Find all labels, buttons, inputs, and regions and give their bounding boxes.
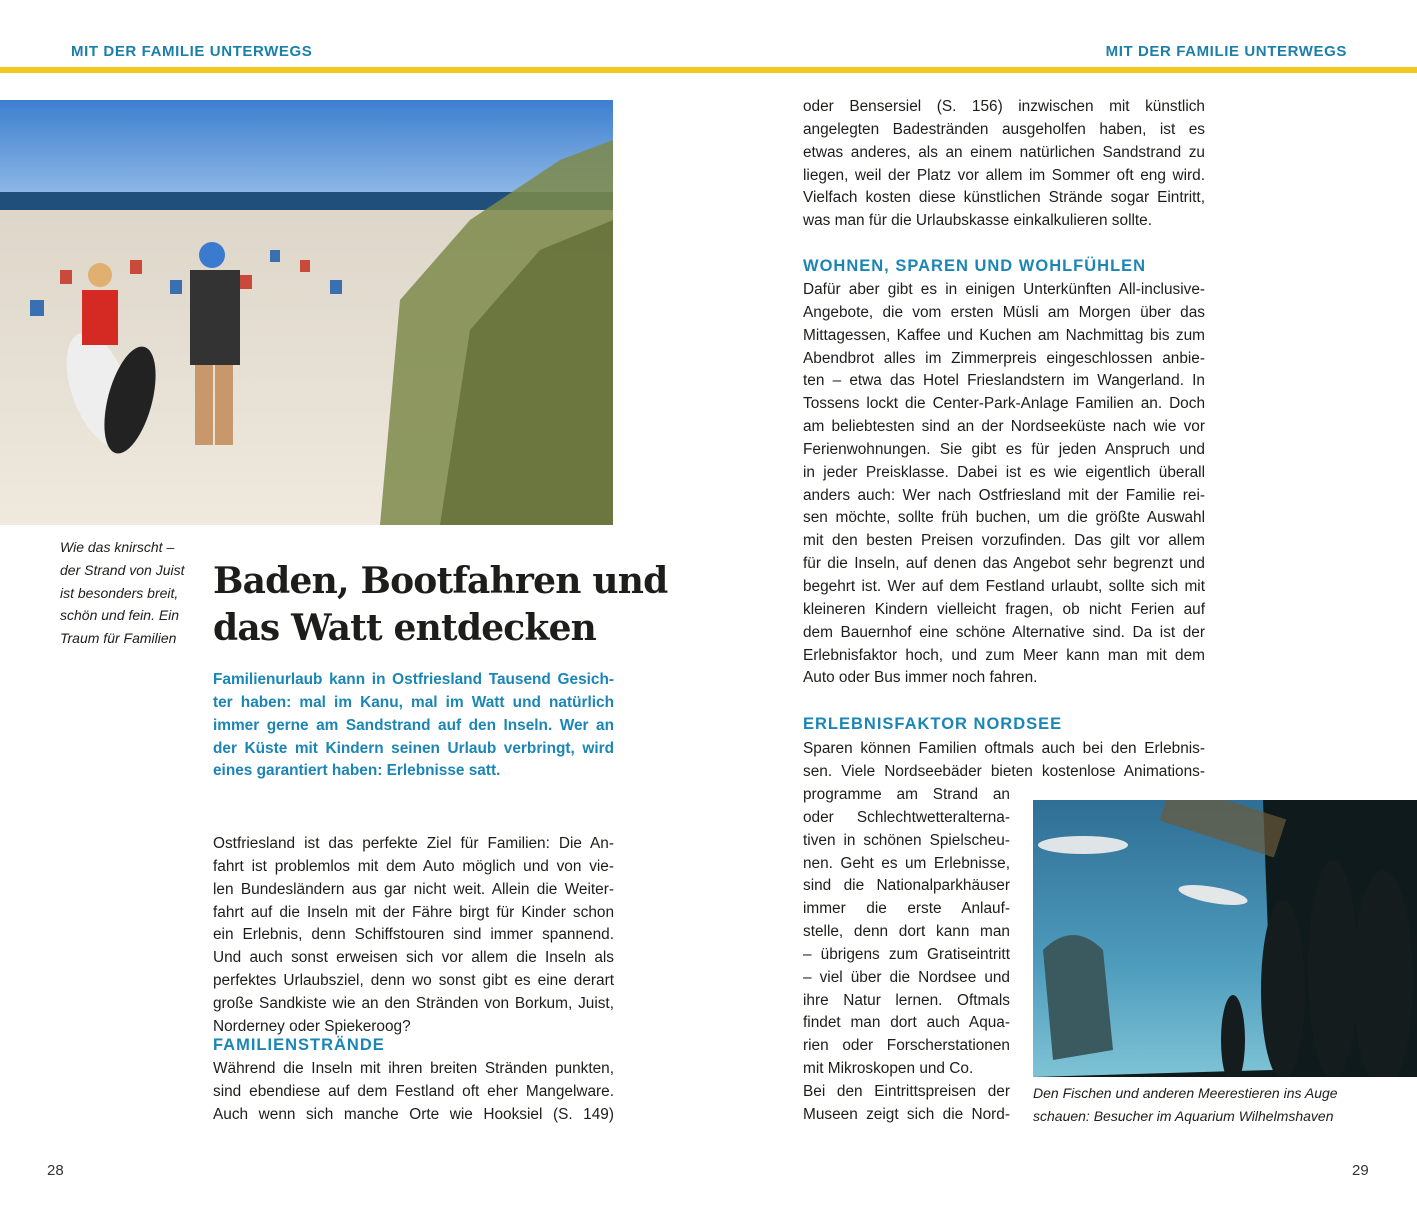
text-line: Norderney oder Spiekeroog? xyxy=(213,1017,411,1035)
text-line: ihre Natur lernen. Oftmals xyxy=(803,991,1010,1009)
text-line: Museen zeigt sich die Nord- xyxy=(803,1105,1010,1123)
text-line: fahrt ist problemlos mit dem Auto möglich und von vie- xyxy=(213,857,614,875)
aquarium-photo xyxy=(1033,800,1417,1077)
text-line: Abendbrot alles im Zimmerpreis eingeschlossen anbie- xyxy=(803,349,1205,367)
running-header-right: MIT DER FAMILIE UNTERWEGS xyxy=(1105,43,1347,60)
text-line: rien oder Forscherstationen xyxy=(803,1037,1010,1055)
body-paragraph xyxy=(803,279,1205,690)
text-line: oder Schlechtwetteralterna- xyxy=(803,808,1010,826)
caption-line: Den Fischen und anderen Meerestieren ins Auge xyxy=(1033,1085,1338,1101)
page-number-right: 29 xyxy=(1352,1162,1369,1179)
text-line: immer die erste Anlauf- xyxy=(803,900,1010,918)
text-line: Tossens lockt die Center-Park-Anlage Familien an. Doch xyxy=(803,395,1205,413)
text-line: kleineren Kindern vielleicht fragen, ob nicht Ferien auf xyxy=(803,600,1205,618)
text-line: Vielfach kosten diese künstlichen Strände sogar Eintritt, xyxy=(803,189,1205,207)
beach-photo-caption xyxy=(60,536,185,650)
text-line: ein Erlebnis, denn Schiffstouren sind immer spannend. xyxy=(213,926,614,944)
text-line: Ostfriesland ist das perfekte Ziel für Familien: Die An- xyxy=(213,835,614,852)
text-line: am beliebtesten sind an der Nordseeküste nach wie vor xyxy=(803,418,1205,436)
text-line: für die Inseln, auf denen das Angebot sehr begrenzt und xyxy=(803,555,1205,573)
text-line: immer gerne am Sandstrand auf den Inseln. Wer an xyxy=(213,716,614,734)
body-paragraph xyxy=(803,784,1010,1081)
header-rule xyxy=(0,67,1417,73)
text-line: Und auch sonst erweisen sich vor allem die Inseln als xyxy=(213,949,614,967)
article-title xyxy=(213,558,667,652)
text-line: Mittagessen, Kaffee und Kuchen am Nachmittag bis zum xyxy=(803,326,1205,344)
section-heading-wohnen: WOHNEN, SPAREN UND WOHLFÜHLEN xyxy=(803,257,1147,275)
text-line: etwas anderes, als an einem natürlichen Sandstrand zu xyxy=(803,143,1205,161)
caption-line: ist besonders breit, xyxy=(60,584,179,601)
text-line: liegen, weil der Platz vor allem im Sommer oft eng wird. xyxy=(803,166,1205,184)
section-heading-erlebnisfaktor: ERLEBNISFAKTOR NORDSEE xyxy=(803,715,1063,733)
text-line: Auto oder Bus immer noch fahren. xyxy=(803,669,1038,687)
text-line: findet man dort auch Aqua- xyxy=(803,1014,1010,1032)
text-line: eines garantiert haben: Erlebnisse satt. xyxy=(213,762,501,780)
caption-line: Wie das knirscht – xyxy=(60,539,175,555)
text-line: mit Mikroskopen und Co. xyxy=(803,1060,974,1078)
text-line: der Küste mit Kindern seinen Urlaub verbringt, wird xyxy=(213,739,614,757)
body-paragraph xyxy=(213,833,614,1039)
text-line: Dafür aber gibt es in einigen Unterkünften All-inclusive- xyxy=(803,281,1205,298)
title-line: das Watt entdecken xyxy=(213,607,597,649)
text-line: in jeder Preisklasse. Dabei ist es wie eigentlich überall xyxy=(803,463,1205,481)
text-line: tiven in schönen Spielscheu- xyxy=(803,831,1010,849)
text-line: Sparen können Familien oftmals auch bei den Erlebnis- xyxy=(803,740,1205,757)
aquarium-photo-caption xyxy=(1033,1082,1338,1128)
caption-line: der Strand von Juist xyxy=(60,561,185,578)
body-paragraph xyxy=(213,1058,614,1127)
text-line: große Sandkiste wie an den Stränden von Borkum, Juist, xyxy=(213,994,614,1012)
text-line: Angebote, die vom ersten Müsli am Morgen über das xyxy=(803,303,1205,321)
text-line: sind die Nationalparkhäuser xyxy=(803,877,1010,895)
text-line: Ferienwohnungen. Sie gibt es für jeden Anspruch und xyxy=(803,440,1205,458)
text-line: Erlebnisfaktor hoch, und zum Meer kann man mit dem xyxy=(803,646,1205,664)
caption-line: Traum für Familien xyxy=(60,630,177,647)
page-number-left: 28 xyxy=(47,1162,64,1179)
text-line: sen möchte, sollte früh buchen, um die größte Auswahl xyxy=(803,509,1205,527)
text-line: programme am Strand an xyxy=(803,786,1010,803)
running-header-left: MIT DER FAMILIE UNTERWEGS xyxy=(71,43,313,60)
caption-line: schauen: Besucher im Aquarium Wilhelmshaven xyxy=(1033,1107,1334,1124)
text-line: Bei den Eintrittspreisen der xyxy=(803,1083,1010,1100)
text-line: begehrt ist. Wer auf dem Festland urlaubt, sollte sich mit xyxy=(803,577,1205,595)
text-line: stelle, denn dort kann man xyxy=(803,923,1010,941)
caption-line: schön und fein. Ein xyxy=(60,607,180,624)
text-line: – übrigens zum Gratiseintritt xyxy=(803,945,1010,963)
body-paragraph xyxy=(803,1081,1010,1127)
text-line: Auch wenn sich manche Orte wie Hooksiel (S. 149) xyxy=(213,1105,614,1123)
text-line: ter haben: mal im Kanu, mal im Watt und natürlich xyxy=(213,693,614,711)
section-heading-familienstraende: FAMILIENSTRÄNDE xyxy=(213,1036,385,1054)
text-line: fahrt auf die Inseln mit der Fähre birgt für Kinder schon xyxy=(213,903,614,921)
text-line: ten – etwa das Hotel Frieslandstern im Wangerland. In xyxy=(803,372,1205,390)
text-line: Familienurlaub kann in Ostfriesland Tausend Gesich- xyxy=(213,671,614,688)
text-line: perfektes Urlaubsziel, denn wo sonst gibt es eine derart xyxy=(213,972,614,990)
body-paragraph xyxy=(803,738,1205,784)
title-line: Baden, Bootfahren und xyxy=(213,560,668,602)
text-line: anders auch: Wer nach Ostfriesland mit der Familie rei- xyxy=(803,486,1205,504)
body-paragraph xyxy=(803,96,1205,233)
text-line: sen. Viele Nordseebäder bieten kostenlose Animations- xyxy=(803,762,1205,780)
text-line: was man für die Urlaubskasse einkalkulieren sollte. xyxy=(803,212,1153,230)
text-line: angelegten Badestränden ausgeholfen haben, ist es xyxy=(803,120,1205,138)
text-line: mit den besten Preisen vorzufinden. Das gilt vor allem xyxy=(803,532,1205,550)
lead-paragraph xyxy=(213,669,614,783)
text-line: sind ebendiese auf dem Festland oft eher Mangelware. xyxy=(213,1082,614,1100)
text-line: nen. Geht es um Erlebnisse, xyxy=(803,854,1010,872)
text-line: len Bundesländern aus gar nicht weit. Allein die Weiter- xyxy=(213,880,614,898)
text-line: Während die Inseln mit ihren breiten Stränden punkten, xyxy=(213,1060,614,1077)
text-line: oder Bensersiel (S. 156) inzwischen mit künstlich xyxy=(803,98,1205,115)
text-line: dem Bauernhof eine schöne Alternative sind. Da ist der xyxy=(803,623,1205,641)
beach-photo xyxy=(0,100,613,525)
text-line: – viel über die Nordsee und xyxy=(803,968,1010,986)
